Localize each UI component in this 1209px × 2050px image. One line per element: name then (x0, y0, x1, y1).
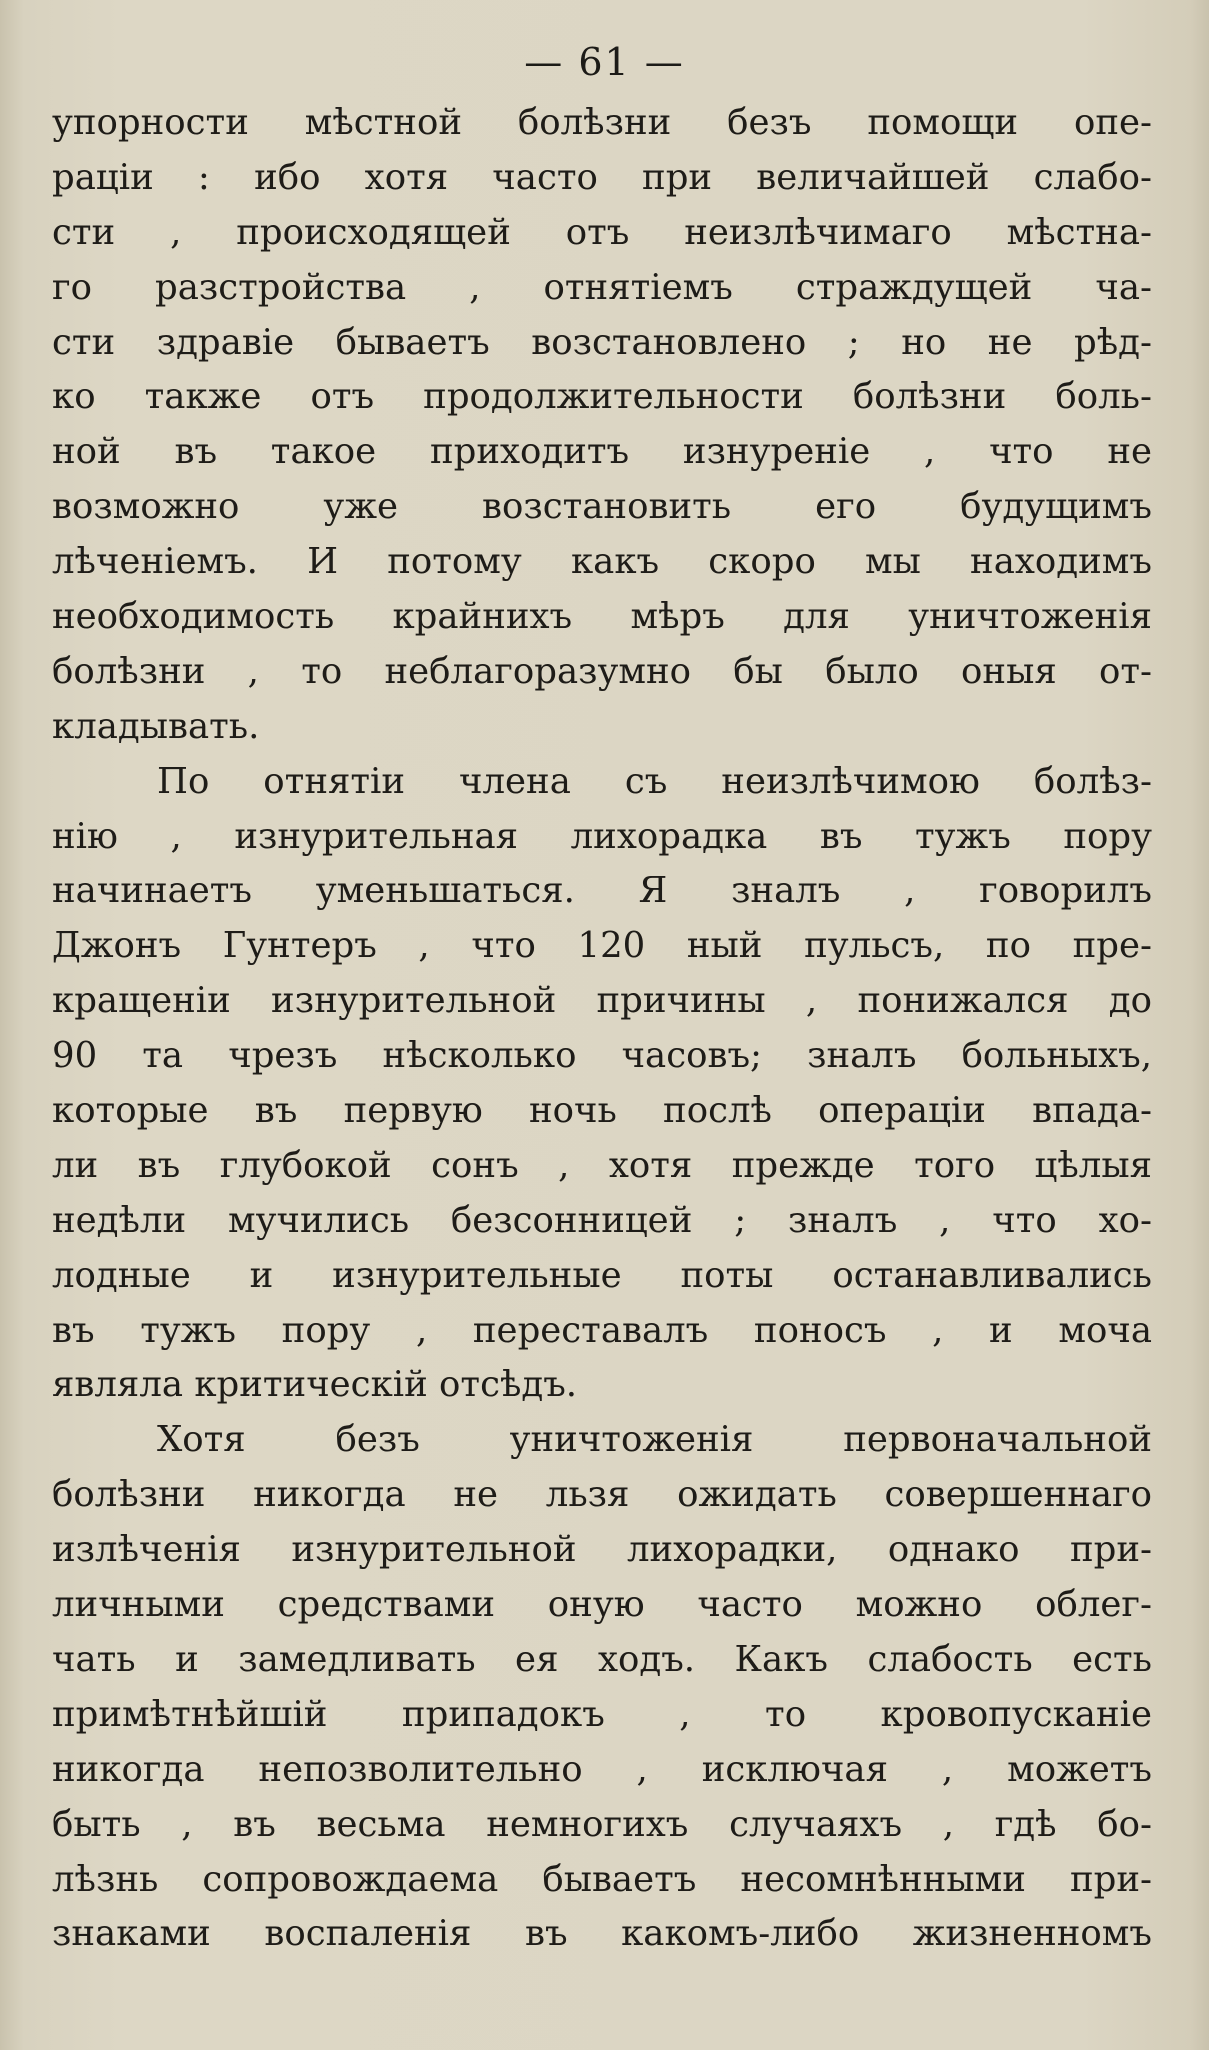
text-line: которые въ первую ночь послѣ операціи впада- (52, 1090, 1152, 1132)
text-line: чать и замедливать ея ходъ. Какъ слабость есть (52, 1638, 1152, 1680)
text-line: никогда непозволительно , исключая , можетъ (52, 1748, 1152, 1790)
text-line: По отнятіи члена съ неизлѣчимою болѣз- (157, 760, 1152, 802)
text-line: лѣзнь сопровождаема бываетъ несомнѣнными при- (52, 1858, 1152, 1900)
text-line: Джонъ Гунтеръ , что 120 ный пульсъ, по пре- (52, 925, 1152, 967)
paragraph-2 (52, 755, 1152, 1414)
text-line: необходимость крайнихъ мѣръ для уничтоженія (52, 596, 1152, 638)
text-line: кладывать. (52, 705, 260, 747)
text-line: Хотя безъ уничтоженія первоначальной (157, 1419, 1152, 1461)
paragraph-3 (52, 1413, 1152, 1962)
text-line: болѣзни никогда не льзя ожидать совершеннаго (52, 1474, 1152, 1516)
text-line: лѣченіемъ. И потому какъ скоро мы находимъ (52, 541, 1152, 583)
text-line: возможно уже возстановить его будущимъ (52, 486, 1152, 528)
text-line: сти здравіе бываетъ возстановлено ; но не рѣд- (52, 321, 1152, 363)
text-line: упорности мѣстной болѣзни безъ помощи опе- (52, 102, 1152, 143)
text-line: ли въ глубокой сонъ , хотя прежде того цѣлыя (52, 1144, 1152, 1186)
text-line: кращеніи изнурительной причины , понижался до (52, 980, 1152, 1022)
text-line: недѣли мучились безсонницей ; зналъ , что хо- (52, 1199, 1152, 1241)
text-line: болѣзни , то неблагоразумно бы было оныя от- (52, 650, 1152, 692)
text-line: лодные и изнурительные поты останавливались (52, 1254, 1152, 1296)
text-line: начинаетъ уменьшаться. Я зналъ , говорилъ (52, 870, 1152, 912)
text-line: личными средствами оную часто можно облег- (52, 1584, 1152, 1626)
page-number: — 61 — (524, 40, 685, 84)
body-text (52, 96, 1152, 1962)
text-line: примѣтнѣйшій припадокъ , то кровопусканіе (52, 1693, 1152, 1735)
paragraph-1 (52, 96, 1152, 755)
text-line: въ тужъ пору , переставалъ поносъ , и моча (52, 1309, 1152, 1351)
text-line: ко также отъ продолжительности болѣзни боль- (52, 376, 1152, 418)
text-line: быть , въ весьма немногихъ случаяхъ , гдѣ бо- (52, 1803, 1152, 1845)
text-line: излѣченія изнурительной лихорадки, однако при- (52, 1529, 1152, 1571)
text-line: 90 та чрезъ нѣсколько часовъ; зналъ больныхъ, (52, 1035, 1152, 1077)
text-line: ной въ такое приходитъ изнуреніе , что не (52, 431, 1152, 473)
text-line: го разстройства , отнятіемъ страждущей ча- (52, 266, 1152, 308)
text-line: являла критическій отсѣдъ. (52, 1364, 578, 1406)
text-line: раціи : ибо хотя часто при величайшей слабо- (52, 156, 1152, 198)
text-line: знаками воспаленія въ какомъ-либо жизненномъ (52, 1913, 1152, 1955)
text-line: сти , происходящей отъ неизлѣчимаго мѣстна- (52, 211, 1152, 253)
text-line: нію , изнурительная лихорадка въ тужъ пору (52, 815, 1152, 857)
